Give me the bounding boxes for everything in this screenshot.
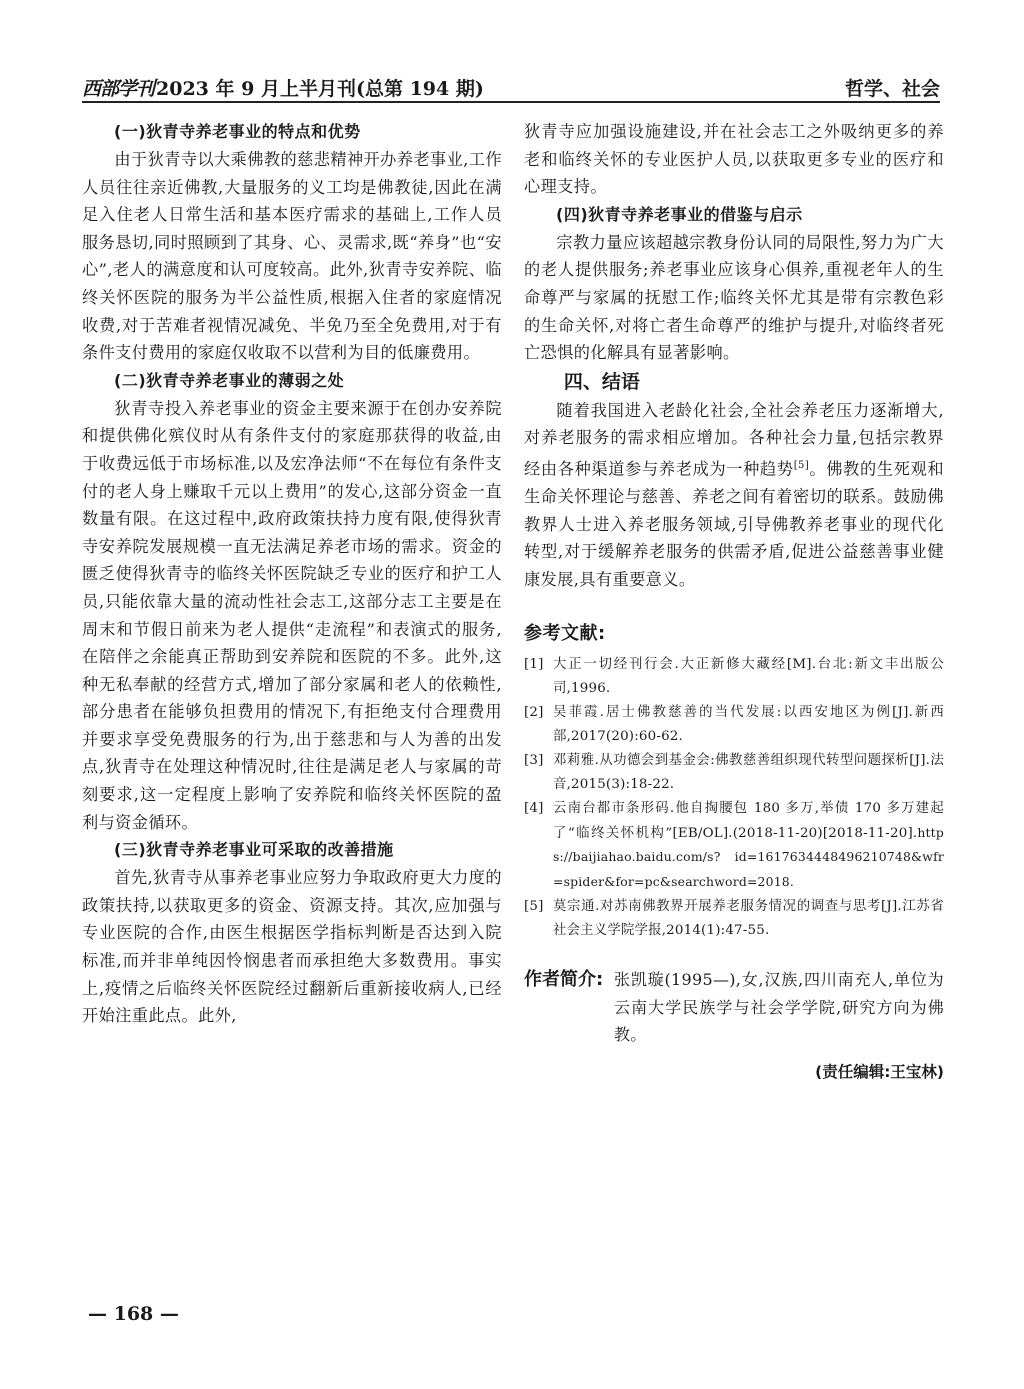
author-label: 作者简介: xyxy=(524,969,604,991)
reference-item xyxy=(524,895,944,942)
paragraph: 狄青寺投入养老事业的资金主要来源于在创办安养院和提供佛化殡仪时从有条件支付的家庭那获得的收益,由于收费远低于市场标准,以及宏净法师“不在每位有条件支付的老人身上赚取千元以上费用”的发心,这部分资金一直数量有限。在这过程中,政府政策扶持力度有限,使得狄青寺安养院发展规模一直无法满足养老市场的需求。资金的匮乏使得狄青寺的临终关怀医院缺乏专业的医疗和护工人员,只能依靠大量的流动性社会志工,这部分志工主要是在周末和节假日前来为老人提供“走流程”和表演式的服务,在陪伴之余能真正帮助到安养院和医院的不多。此外,这种无私奉献的经营方式,增加了部分家属和老人的依赖性,部分患者在能够负担费用的情况下,有拒绝支付合理费用并要求享受免费服务的行为,出于慈悲和与人为善的出发点,狄青寺在处理这种情况时,往往是满足老人与家属的苛刻要求,这一定程度上影响了安养院和临终关怀医院的盈利与资金循环。 xyxy=(82,398,502,832)
paragraph: 首先,狄青寺从事养老事业应努力争取政府更大力度的政策扶持,以获取更多的资金、资源支持。其次,应加强与专业医院的合作,由医生根据医学指标判断是否达到入院标准,而并非单纯因怜悯患者而承担绝大多数费用。事实上,疫情之后临终关怀医院经过翻新后重新接收病人,已经开始注重此点。此外, xyxy=(82,868,502,1026)
reference-item xyxy=(524,653,944,700)
journal-logo: 西部学刊 xyxy=(82,78,155,100)
conclusion-text-b: 。佛教的生死观和生命关怀理论与慈善、养老之间有着密切的联系。鼓励佛教界人士进入养老服务领域,引导佛教养老事业的现代化转型,对于缓解养老服务的供需矛盾,促进公益慈善事业健康发展,具有重要意义。 xyxy=(524,459,944,589)
subheading-3: (三)狄青寺养老事业可采取的改善措施 xyxy=(114,840,394,860)
reference-text: 云南台都市条形码.他自掏腰包 180 多万,举债 170 多万建起了“临终关怀机构”[EB/OL].(2018-11-20)[2018-11-20]. xyxy=(553,801,944,841)
subheading-4: (四)狄青寺养老事业的借鉴与启示 xyxy=(556,204,803,224)
reference-text: 莫宗通.对苏南佛教界开展养老服务情况的调查与思考[J].江苏省社会主义学院学报,2014(1):47-55. xyxy=(553,899,944,938)
conclusion-text-a: 随着我国进入老龄化社会,全社会养老压力逐渐增大,对养老服务的需求相应增加。各种社会力量,包括宗教界经由各种渠道参与养老成为一种趋势 xyxy=(524,400,944,479)
references-list xyxy=(524,653,944,942)
reference-url: https://baijiahao.baidu.com/s? id=1617634448496210748&wfr=spider&for=pc&searchword=2018. xyxy=(553,824,944,889)
reference-number: [3] xyxy=(524,753,544,769)
right-column xyxy=(524,118,944,1087)
reference-number: [1] xyxy=(524,657,544,673)
page-number: — 168 — xyxy=(88,1303,179,1325)
responsible-editor: (责任编辑:王宝林) xyxy=(815,1063,944,1082)
section-heading-conclusion: 四、结语 xyxy=(563,370,640,393)
running-header xyxy=(82,70,940,100)
reference-number: [5] xyxy=(524,899,544,915)
reference-number: [4] xyxy=(524,801,544,817)
reference-text: 邓莉雅.从功德会到基金会:佛教慈善组织现代转型问题探析[J].法音,2015(3):18-22. xyxy=(553,753,944,792)
section-label: 哲学、社会 xyxy=(844,78,940,100)
paragraph: 狄青寺应加强设施建设,并在社会志工之外吸纳更多的养老和临终关怀的专业医护人员,以获取更多专业的医疗和心理支持。 xyxy=(524,122,944,197)
citation-mark: [5] xyxy=(793,459,810,471)
subheading-2: (二)狄青寺养老事业的薄弱之处 xyxy=(114,370,345,390)
header-rule xyxy=(82,101,940,103)
journal-issue xyxy=(82,74,484,101)
reference-item xyxy=(524,749,944,796)
references-title: 参考文献: xyxy=(524,623,606,645)
reference-text: 吴菲霞.居士佛教慈善的当代发展:以西安地区为例[J].新西部,2017(20):60-62. xyxy=(553,705,944,744)
paragraph: 由于狄青寺以大乘佛教的慈悲精神开办养老事业,工作人员往往亲近佛教,大量服务的义工均是佛教徒,因此在满足入住老人日常生活和基本医疗需求的基础上,工作人员服务恳切,同时照顾到了其身、心、灵需求,既“养身”也“安心”,老人的满意度和认可度较高。此外,狄青寺安养院、临终关怀医院的服务为半公益性质,根据入住者的家庭情况收费,对于苦难者视情况减免、半免乃至全免费用,对于有条件支付费用的家庭仅收取不以营利为目的低廉费用。 xyxy=(82,150,502,363)
subheading-1: (一)狄青寺养老事业的特点和优势 xyxy=(114,122,361,141)
paragraph xyxy=(524,397,944,594)
reference-text: 大正一切经刊行会.大正新修大藏经[M].台北:新文丰出版公司,1996. xyxy=(553,657,944,696)
issue-info: 2023 年 9 月上半月刊(总第 194 期) xyxy=(156,78,484,100)
left-column xyxy=(82,118,502,1030)
paragraph: 宗教力量应该超越宗教身份认同的局限性,努力为广大的老人提供服务;养老事业应该身心俱养,重视老年人的生命尊严与家属的抚慰工作;临终关怀尤其是带有宗教色彩的生命关怀,对将亡者生命尊严的维护与提升,对临终者死亡恐惧的化解具有显著影响。 xyxy=(524,232,944,363)
author-text: 张凯璇(1995—),女,汉族,四川南充人,单位为云南大学民族学与社会学学院,研究方向为佛教。 xyxy=(614,970,944,1045)
author-info xyxy=(524,966,944,1049)
reference-item xyxy=(524,797,944,894)
reference-item xyxy=(524,701,944,748)
reference-number: [2] xyxy=(524,705,544,721)
